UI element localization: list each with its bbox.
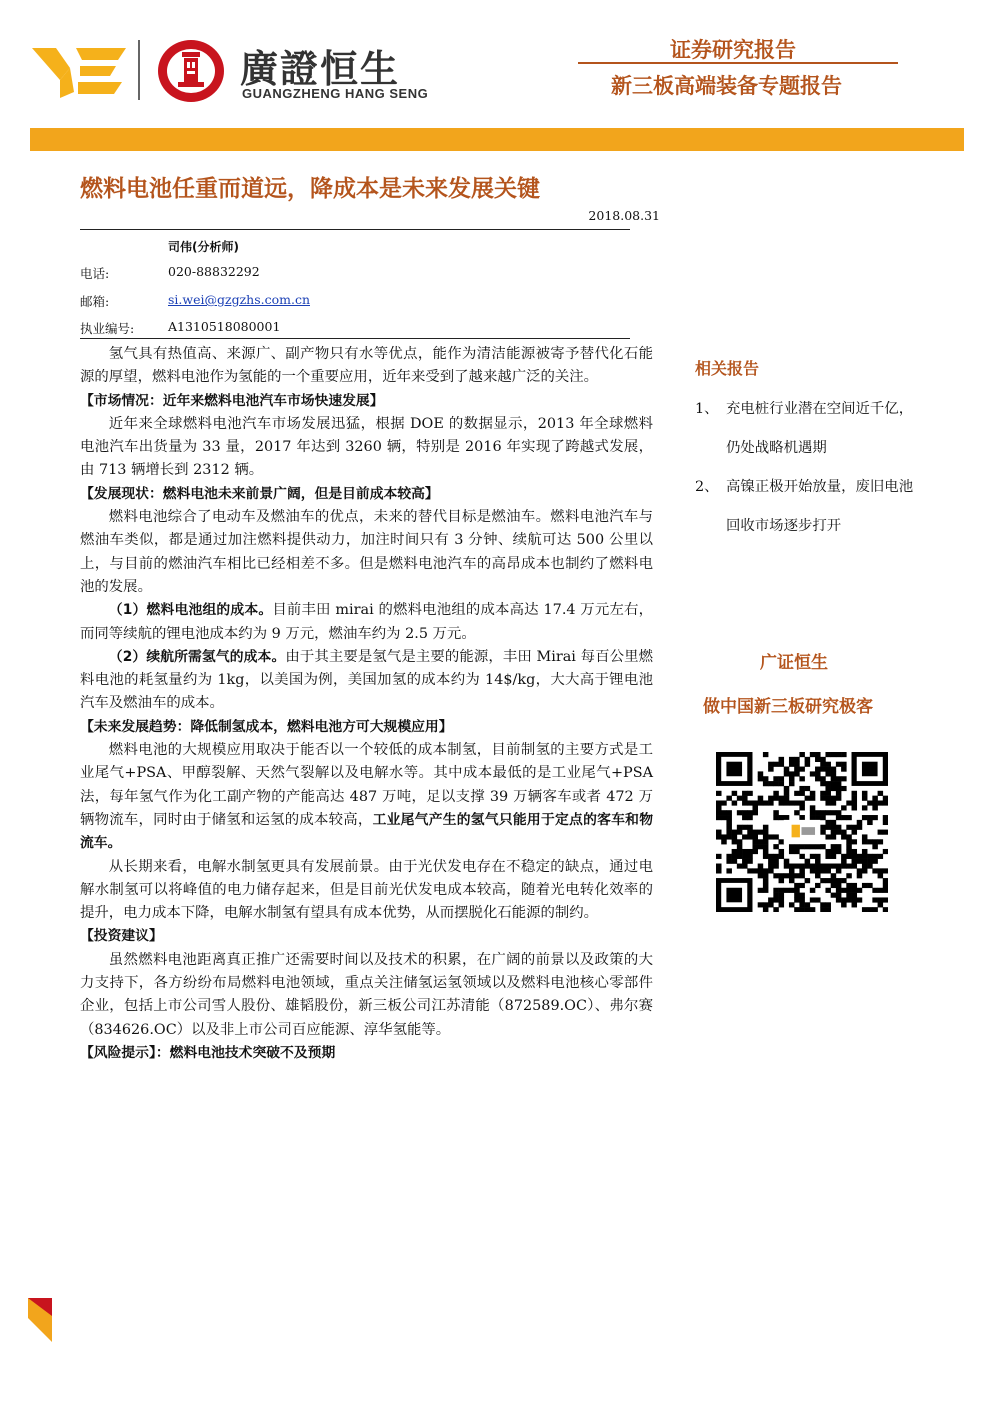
promo-slogan: 做中国新三板研究极客: [703, 697, 873, 717]
body-paragraph: 氢气具有热值高、来源广、副产物只有水等优点，能作为清洁能源被寄予替代化石能源的厚望，燃料电池作为氢能的一个重要应用，近年来受到了越来越广泛的关注。: [80, 346, 653, 386]
related-report-item[interactable]: [695, 468, 965, 546]
item-number: 1、: [695, 401, 719, 417]
section-heading: 【投资建议】: [80, 928, 163, 945]
related-reports-list: [695, 390, 965, 546]
report-body: [80, 343, 653, 1065]
body-paragraph: [80, 646, 653, 716]
section-heading: 【未来发展趋势：降低制氢成本，燃料电池方可大规模应用】: [80, 718, 453, 735]
related-reports-title: 相关报告: [695, 359, 760, 378]
phone-value: 020-88832292: [168, 264, 260, 279]
email-label: 邮箱:: [80, 294, 110, 309]
analyst-rule: [80, 338, 630, 339]
item-number: 2、: [695, 479, 719, 495]
body-paragraph: 近年来全球燃料电池汽车市场发展迅猛，根据 DOE 的数据显示，2013 年全球燃料电池汽车出货量为 33 量，2017 年达到 3260 辆，特别是 2016 年实现了跨越式发展，由 713 辆增长到 2312 辆。: [80, 415, 653, 479]
phone-label: 电话:: [80, 266, 110, 281]
company-logo: [30, 40, 130, 100]
report-date: 2018.08.31: [588, 208, 660, 223]
inline-text: 燃料电池的大规模应用取决于能否以一个较低的成本制氢，目前制氢的主要方式是工业尾气+PSA、甲醇裂解、天然气裂解以及电解水等。其中成本最低的是工业尾气+PSA 法，每年氢气作为化工副产物的产能高达 487 万吨，足以支撑 39 万辆客车或者 472 万辆物流车，同时由于储氢和运氢的成本较高，: [80, 742, 653, 828]
license-label: 执业编号:: [80, 321, 135, 336]
qr-code[interactable]: [716, 752, 888, 912]
report-series: 新三板高端装备专题报告: [611, 74, 842, 98]
header-rule: [578, 62, 898, 64]
body-paragraph: 燃料电池综合了电动车及燃油车的优点，未来的替代目标是燃油车。燃料电池汽车与燃油车类似，都是通过加注燃料提供动力，加注时间只有 3 分钟、续航可达 500 公里以上，与目前的燃油汽车相比已经相差不多。但是燃料电池汽车的高昂成本也制约了燃料电池的发展。: [80, 509, 653, 595]
promo-brand: 广证恒生: [760, 653, 828, 673]
email-link[interactable]: si.wei@gzgzhs.com.cn: [168, 292, 310, 307]
item-title-line1: 高镍正极开始放量，废旧电池: [726, 479, 914, 495]
brand-name-cn: 廣證恒生: [240, 47, 401, 91]
section-heading: 【市场情况：近年来燃料电池汽车市场快速发展】: [80, 392, 384, 409]
report-type: 证券研究报告: [670, 38, 796, 62]
corner-mark-icon: [28, 1298, 54, 1344]
title-rule: [80, 229, 630, 230]
body-paragraph: [80, 599, 653, 646]
item-title-line2: 回收市场逐步打开: [726, 518, 842, 534]
qr-code-icon: [716, 752, 888, 912]
item-title-line1: 充电桩行业潜在空间近千亿，: [726, 401, 914, 417]
body-paragraph: [80, 739, 653, 855]
brand-name-en: GUANGZHENG HANG SENG: [242, 86, 429, 101]
section-heading: 【发展现状：燃料电池未来前景广阔，但是目前成本较高】: [80, 485, 439, 502]
related-report-item[interactable]: [695, 390, 965, 468]
ye-logo-icon: [30, 40, 130, 100]
body-paragraph: 虽然燃料电池距离真正推广还需要时间以及技术的积累，在广阔的前景以及政策的大力支持下，各方纷纷布局燃料电池领域，重点关注储氢运氢领域以及燃料电池核心零部件企业，包括上市公司雪人股份、雄韬股份，新三板公司江苏清能（872589.OC）、弗尔赛（834626.OC）以及非上市公司百应能源、淳华氢能等。: [80, 951, 653, 1038]
seal-logo-icon: [156, 38, 226, 104]
logo-divider: [138, 40, 140, 100]
item-title-line2: 仍处战略机遇期: [726, 440, 827, 456]
gold-banner: [30, 128, 964, 151]
inline-bold: （1）燃料电池组的成本。: [108, 602, 273, 619]
page-title: 燃料电池任重而道远，降成本是未来发展关键: [80, 176, 540, 202]
analyst-name: 司伟(分析师): [168, 240, 239, 254]
inline-text: 目前丰田 mirai 的燃料电池组的成本高达 17.4 万元左右，而同等续航的锂电池成本约为 9 万元，燃油车约为 2.5 万元。: [80, 602, 653, 642]
inline-bold: （2）续航所需氢气的成本。: [108, 648, 286, 665]
body-paragraph: 从长期来看，电解水制氢更具有发展前景。由于光伏发电存在不稳定的缺点，通过电解水制氢可以将峰值的电力储存起来，但是目前光伏发电成本较高，随着光电转化效率的提升，电力成本下降，电解水制氢有望具有成本优势，从而摆脱化石能源的制约。: [80, 858, 653, 922]
section-heading: 【风险提示】：燃料电池技术突破不及预期: [80, 1044, 336, 1061]
license-value: A1310518080001: [168, 319, 281, 334]
inline-bold: 工业尾气产生的氢气只能用于定点的客车和物流车。: [80, 811, 653, 852]
inline-text: 由于其主要是氢气是主要的能源，丰田 Mirai 每百公里燃料电池的耗氢量约为 1kg，以美国为例，美国加氢的成本约为 14$/kg，大大高于锂电池汽车及燃油车的成本。: [80, 648, 653, 712]
